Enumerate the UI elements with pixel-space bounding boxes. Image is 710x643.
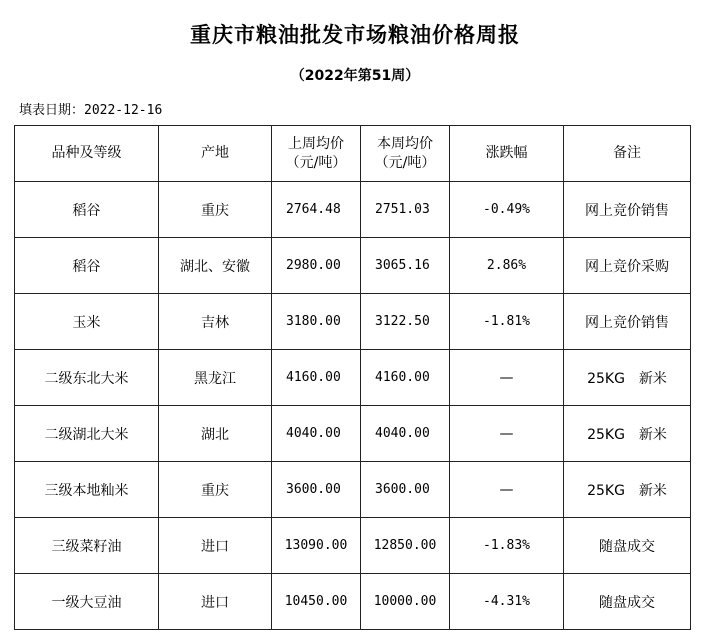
cell-remark: 25KG 新米 — [564, 406, 691, 462]
cell-change: -1.83% — [450, 518, 564, 574]
cell-this-week-price: 3600.00 — [361, 462, 450, 518]
header-origin: 产地 — [159, 126, 272, 182]
cell-remark: 网上竞价采购 — [564, 238, 691, 294]
header-last-week-line1: 上周均价 — [288, 135, 344, 152]
price-table — [14, 125, 691, 630]
cell-last-week-price: 4160.00 — [272, 350, 361, 406]
table-row — [15, 462, 691, 518]
cell-last-week-price: 2764.48 — [272, 182, 361, 238]
cell-change: — — [450, 350, 564, 406]
table-row — [15, 182, 691, 238]
cell-this-week-price: 12850.00 — [361, 518, 450, 574]
cell-remark: 网上竞价销售 — [564, 182, 691, 238]
table-row — [15, 518, 691, 574]
cell-remark: 网上竞价销售 — [564, 294, 691, 350]
cell-origin: 进口 — [159, 574, 272, 630]
cell-variety: 二级湖北大米 — [15, 406, 159, 462]
table-row — [15, 406, 691, 462]
cell-remark: 随盘成交 — [564, 518, 691, 574]
cell-last-week-price: 2980.00 — [272, 238, 361, 294]
header-last-week-line2: （元/吨） — [285, 154, 347, 171]
cell-remark: 25KG 新米 — [564, 462, 691, 518]
table-row — [15, 574, 691, 630]
cell-remark: 随盘成交 — [564, 574, 691, 630]
report-title: 重庆市粮油批发市场粮油价格周报 — [190, 23, 520, 47]
cell-this-week-price: 10000.00 — [361, 574, 450, 630]
cell-this-week-price: 4160.00 — [361, 350, 450, 406]
cell-change: -0.49% — [450, 182, 564, 238]
cell-origin: 湖北 — [159, 406, 272, 462]
cell-last-week-price: 4040.00 — [272, 406, 361, 462]
cell-last-week-price: 10450.00 — [272, 574, 361, 630]
cell-origin: 重庆 — [159, 462, 272, 518]
cell-change: — — [450, 462, 564, 518]
header-change: 涨跌幅 — [450, 126, 564, 182]
fill-date: 填表日期：2022-12-16 — [19, 103, 163, 118]
cell-variety: 稻谷 — [15, 238, 159, 294]
table-header-row — [15, 126, 691, 182]
table-row — [15, 350, 691, 406]
cell-origin: 重庆 — [159, 182, 272, 238]
cell-variety: 三级本地籼米 — [15, 462, 159, 518]
cell-this-week-price: 4040.00 — [361, 406, 450, 462]
cell-change: -4.31% — [450, 574, 564, 630]
cell-origin: 黑龙江 — [159, 350, 272, 406]
cell-variety: 一级大豆油 — [15, 574, 159, 630]
cell-change: — — [450, 406, 564, 462]
cell-remark: 25KG 新米 — [564, 350, 691, 406]
cell-last-week-price: 13090.00 — [272, 518, 361, 574]
cell-last-week-price: 3180.00 — [272, 294, 361, 350]
cell-variety: 三级菜籽油 — [15, 518, 159, 574]
cell-change: 2.86% — [450, 238, 564, 294]
cell-origin: 湖北、安徽 — [159, 238, 272, 294]
table-row — [15, 238, 691, 294]
cell-origin: 进口 — [159, 518, 272, 574]
cell-last-week-price: 3600.00 — [272, 462, 361, 518]
cell-change: -1.81% — [450, 294, 564, 350]
header-this-week-line2: （元/吨） — [374, 154, 436, 171]
header-variety: 品种及等级 — [15, 126, 159, 182]
cell-variety: 二级东北大米 — [15, 350, 159, 406]
report-subtitle: （2022年第51周） — [290, 68, 420, 84]
cell-this-week-price: 2751.03 — [361, 182, 450, 238]
cell-origin: 吉林 — [159, 294, 272, 350]
cell-variety: 稻谷 — [15, 182, 159, 238]
cell-this-week-price: 3065.16 — [361, 238, 450, 294]
cell-this-week-price: 3122.50 — [361, 294, 450, 350]
cell-variety: 玉米 — [15, 294, 159, 350]
header-remark: 备注 — [564, 126, 691, 182]
table-row — [15, 294, 691, 350]
header-this-week-line1: 本周均价 — [377, 135, 433, 152]
header-this-week-price — [361, 126, 450, 182]
header-last-week-price — [272, 126, 361, 182]
